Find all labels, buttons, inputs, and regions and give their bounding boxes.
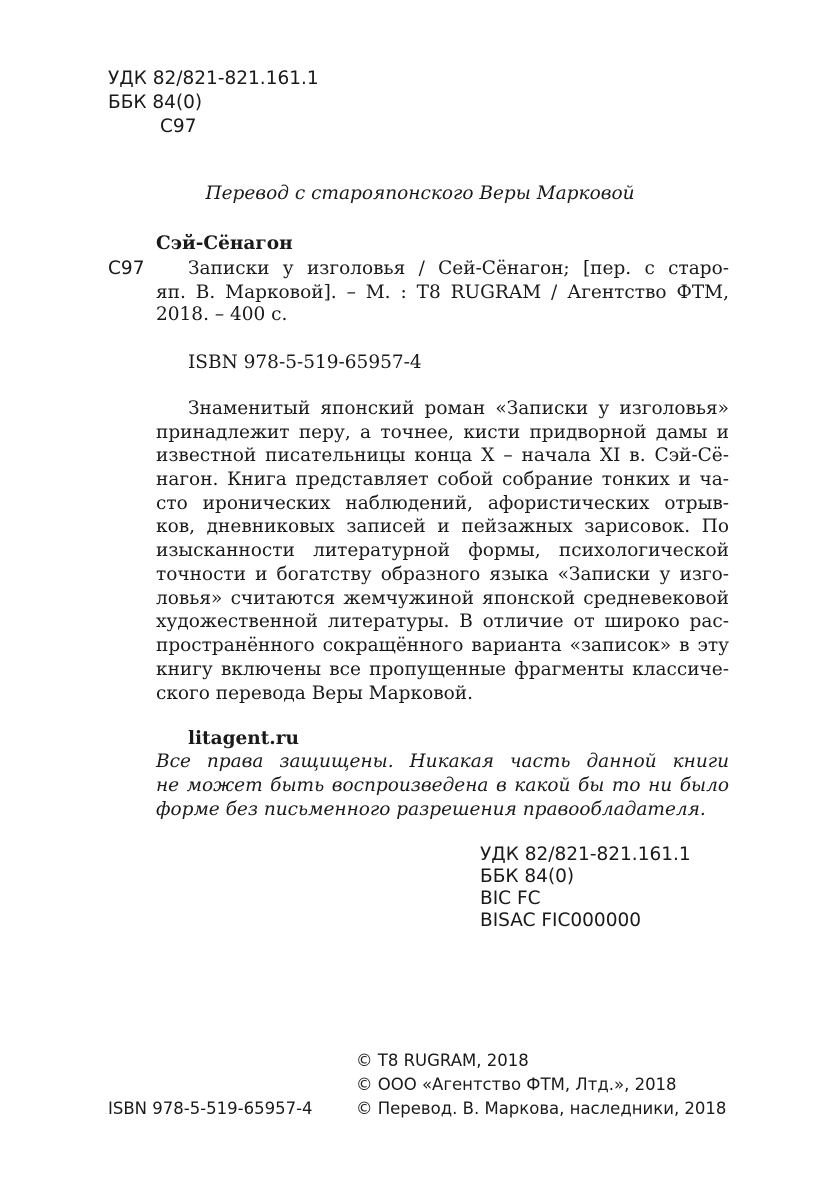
annotation-line: художественной литературы. В отличие от широко рас-	[156, 611, 729, 632]
litagent-link: litagent.ru	[188, 728, 299, 749]
bbk-code-top: ББК 84(0)	[108, 92, 203, 113]
class-code: BIC FC	[480, 888, 541, 909]
rights-line: не может быть воспроизведена в какой бы то ни было	[156, 775, 729, 796]
annotation-line: известной писательницы конца X – начала XI в. Сэй-Сё-	[156, 445, 729, 466]
catalog-desc-line: 2018. – 400 с.	[156, 304, 288, 325]
annotation-line: Знаменитый японский роман «Записки у изголовья»	[188, 398, 729, 419]
annotation-line: ловья» считаются жемчужиной японской средневековой	[156, 588, 729, 609]
catalog-mark: С97	[108, 258, 145, 279]
author-mark-top: С97	[160, 116, 197, 137]
class-code: УДК 82/821-821.161.1	[480, 844, 691, 865]
annotation-line: книгу включены все пропущенные фрагменты классиче-	[156, 659, 729, 680]
catalog-desc-line: яп. В. Марковой]. – М. : Т8 RUGRAM / Агентство ФТМ,	[156, 282, 729, 303]
copyright-line: © Перевод. В. Маркова, наследники, 2018	[356, 1099, 727, 1118]
bottom-isbn: ISBN 978-5-519-65957-4	[108, 1099, 313, 1118]
copyright-line: © Т8 RUGRAM, 2018	[356, 1051, 529, 1070]
annotation-line: нагон. Книга представляет собой собрание тонких и ча-	[156, 469, 729, 490]
copyright-line: © ООО «Агентство ФТМ, Лтд.», 2018	[356, 1075, 677, 1094]
annotation-line: точности и богатству образного языка «Записки у изго-	[156, 564, 729, 585]
rights-line: форме без письменного разрешения правообладателя.	[156, 799, 706, 820]
catalog-isbn: ISBN 978-5-519-65957-4	[188, 352, 422, 373]
annotation-line: изысканности литературной формы, психологической	[156, 540, 729, 561]
annotation-line: ков, дневниковых записей и пейзажных зарисовок. По	[156, 516, 729, 537]
udk-code-top: УДК 82/821-821.161.1	[108, 68, 319, 89]
catalog-author: Сэй-Сёнагон	[156, 233, 293, 254]
rights-line: Все права защищены. Никакая часть данной книги	[156, 751, 729, 772]
annotation-line: сто иронических наблюдений, афористических отрыв-	[156, 493, 729, 514]
class-code: ББК 84(0)	[480, 866, 575, 887]
class-code: BISAC FIC000000	[480, 910, 641, 931]
annotation-line: ского перевода Веры Марковой.	[156, 683, 473, 704]
annotation-line: принадлежит перу, а точнее, кисти придворной дамы и	[156, 422, 729, 443]
translator-line: Перевод с старояпонского Веры Марковой	[205, 183, 635, 204]
catalog-desc-line: Записки у изголовья / Сей-Сёнагон; [пер. с старо-	[188, 258, 729, 279]
annotation-line: пространённого сокращённого варианта «записок» в эту	[156, 635, 729, 656]
